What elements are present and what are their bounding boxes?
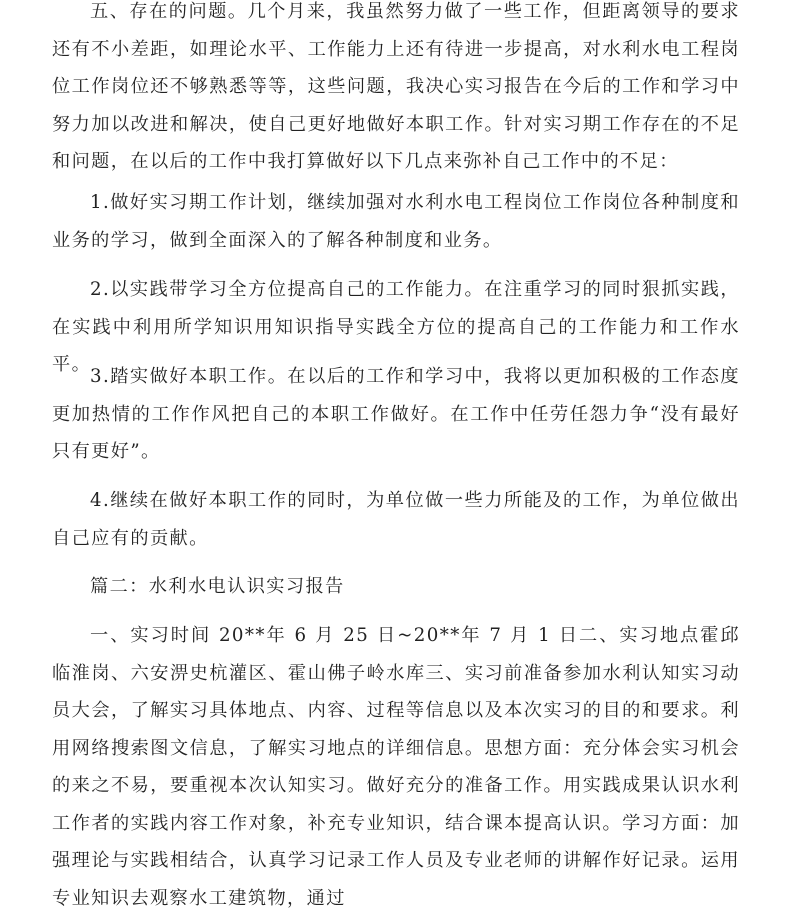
paragraph-item-4: 4.继续在做好本职工作的同时，为单位做一些力所能及的工作，为单位做出自己应有的贡献。	[52, 490, 740, 549]
paragraph-item-2: 2.以实践带学习全方位提高自己的工作能力。在注重学习的同时狠抓实践，在实践中利用所学知识用知识指导实践全方位的提高自己的工作能力和工作水平。	[52, 279, 740, 375]
paragraph-item-3: 3.踏实做好本职工作。在以后的工作和学习中，我将以更加积极的工作态度更加热情的工作作风把自己的本职工作做好。在工作中任劳任怨力争“没有最好只有更好”。	[52, 366, 740, 462]
paragraph-item-1: 1.做好实习期工作计划，继续加强对水利水电工程岗位工作岗位各种制度和业务的学习，做到全面深入的了解各种制度和业务。	[52, 192, 740, 251]
paragraph-existing-problems: 五、存在的问题。几个月来，我虽然努力做了一些工作，但距离领导的要求还有不小差距，如理论水平、工作能力上还有待进一步提高，对水利水电工程岗位工作岗位还不够熟悉等等，这些问题，我决心实习报告在今后的工作和学习中努力加以改进和解决，使自己更好地做好本职工作。针对实习期工作存在的不足和问题，在以后的工作中我打算做好以下几点来弥补自己工作中的不足：	[52, 1, 740, 172]
paragraph-internship-details: 一、实习时间 20**年 6 月 25 日~20**年 7 月 1 日二、实习地点霍邱临淮岗、六安淠史杭灌区、霍山佛子岭水库三、实习前准备参加水利认知实习动员大会，了解实习具体地点、内容、过程等信息以及本次实习的目的和要求。利用网络搜索图文信息，了解实习地点的详细信息。思想方面：充分体会实习机会的来之不易，要重视本次认知实习。做好充分的准备工作。用实践成果认识水利工作者的实践内容工作对象，补充专业知识，结合课本提高认识。学习方面：加强理论与实践相结合，认真学习记录工作人员及专业老师的讲解作好记录。运用专业知识去观察水工建筑物，通过	[52, 625, 740, 909]
section-heading: 篇二：水利水电认识实习报告	[90, 576, 345, 597]
